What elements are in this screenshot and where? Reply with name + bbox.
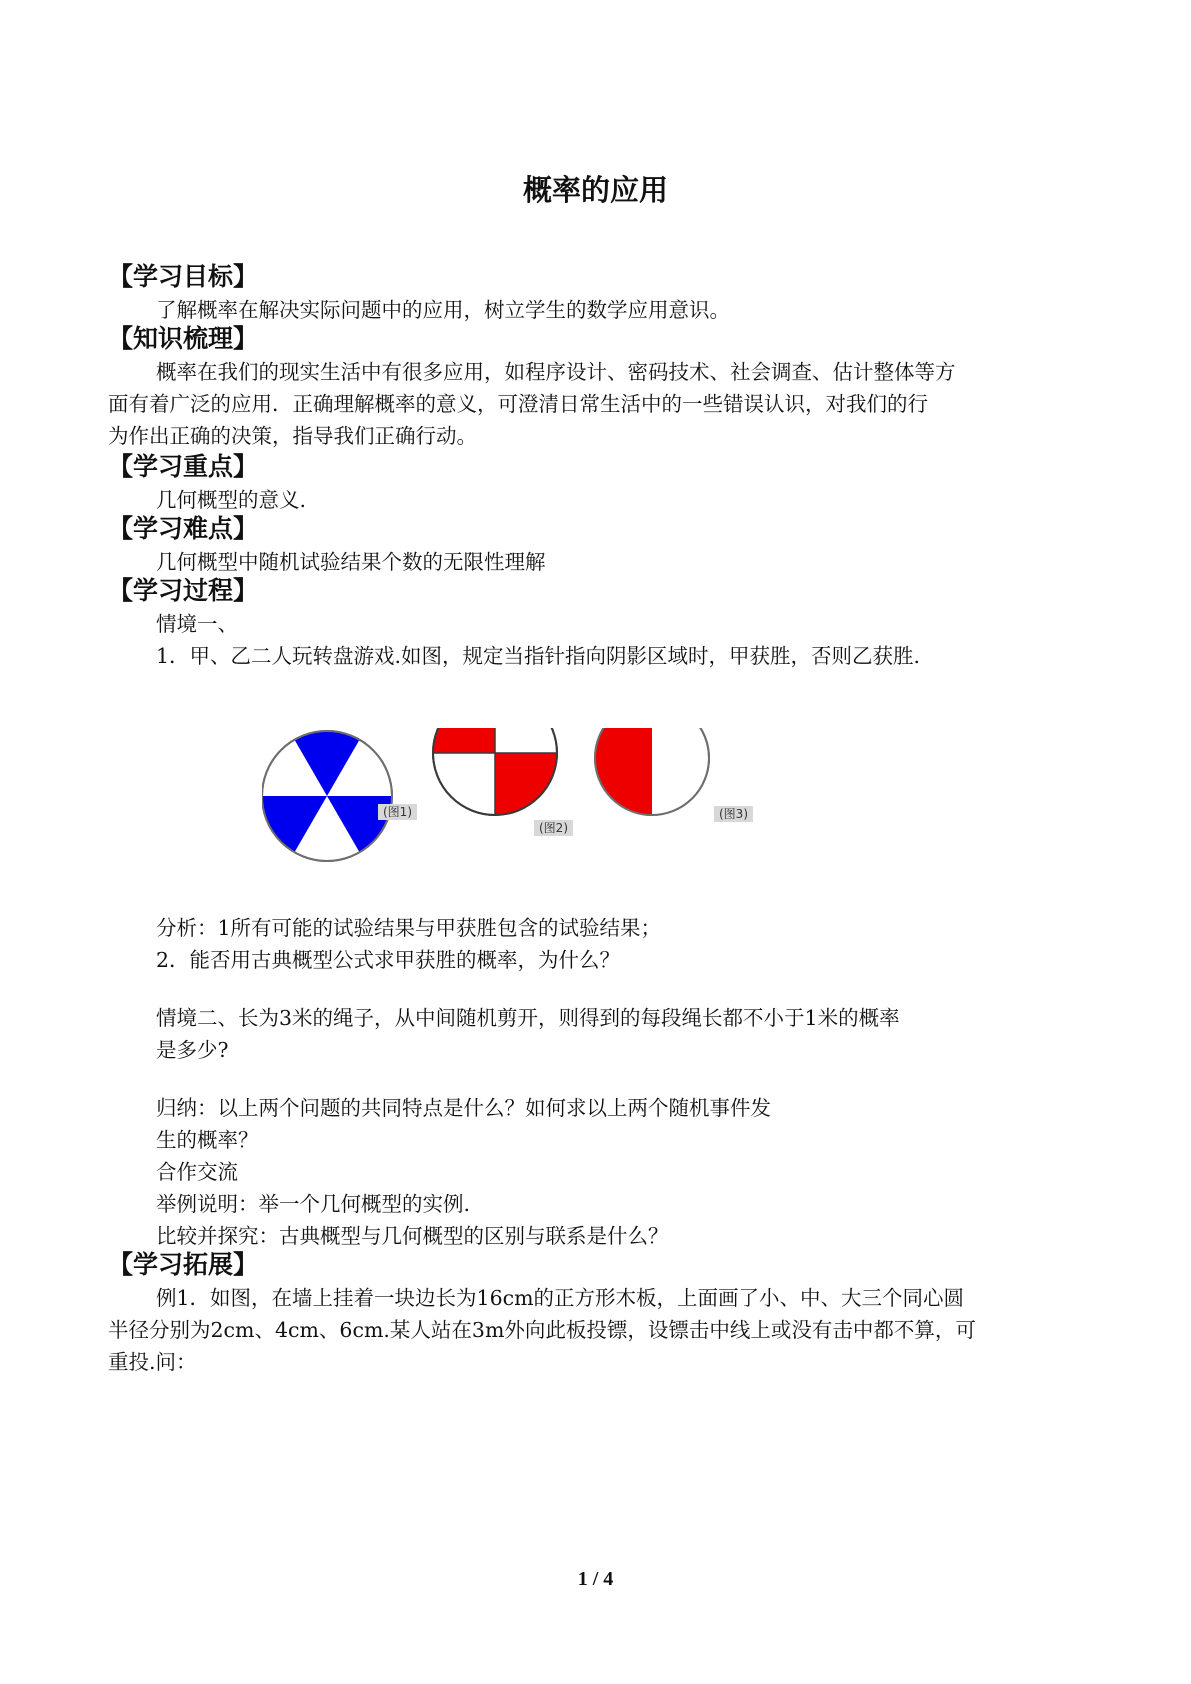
question-1: 1．甲、乙二人玩转盘游戏.如图，规定当指针指向阴影区域时，甲获胜，否则乙获胜. [156,644,921,668]
page-number: 1 / 4 [577,1568,614,1590]
figure-3-label: (图3) [714,806,753,822]
heading-key-point: 【学习重点】 [108,452,259,481]
heading-extension: 【学习拓展】 [108,1250,259,1279]
goal-text: 了解概率在解决实际问题中的应用，树立学生的数学应用意识。 [156,298,730,322]
compare-text: 比较并探究：古典概型与几何概型的区别与联系是什么？ [156,1224,669,1248]
heading-difficulty: 【学习难点】 [108,514,259,543]
question-2: 2．能否用古典概型公式求甲获胜的概率，为什么？ [156,948,621,972]
heading-process: 【学习过程】 [108,576,259,605]
figure-2-label: (图2) [534,820,573,836]
scene-1-label: 情境一、 [156,612,238,636]
extension-line-1: 例1．如图，在墙上挂着一块边长为16cm的正方形木板，上面画了小、中、大三个同心圆 [156,1286,965,1310]
example-ask-text: 举例说明：举一个几何概型的实例. [156,1192,471,1216]
scene-2-line-2: 是多少? [156,1038,229,1062]
figure-1-label: (图1) [378,804,417,820]
cooperation-text: 合作交流 [156,1160,238,1184]
scene-2-line-1: 情境二、长为3米的绳子，从中间随机剪开，则得到的每段绳长都不小于1米的概率 [156,1006,900,1030]
analysis-1: 分析：1所有可能的试验结果与甲获胜包含的试验结果； [156,916,662,940]
difficulty-text: 几何概型中随机试验结果个数的无限性理解 [156,550,546,574]
knowledge-line-2: 面有着广泛的应用．正确理解概率的意义，可澄清日常生活中的一些错误认识，对我们的行 [108,392,928,416]
page-title: 概率的应用 [522,173,668,207]
heading-knowledge: 【知识梳理】 [108,324,259,353]
summary-line-2: 生的概率？ [156,1128,259,1152]
fig2-shaded-quadrant-top-left [433,728,495,753]
extension-line-2: 半径分别为2cm、4cm、6cm.某人站在3m外向此板投镖，设镖击中线上或没有击中都不算，可 [108,1318,976,1342]
key-point-text: 几何概型的意义. [156,488,307,512]
summary-line-1: 归纳：以上两个问题的共同特点是什么？如何求以上两个随机事件发 [156,1096,771,1120]
spinner-figure-2 [433,728,557,815]
knowledge-line-3: 为作出正确的决策，指导我们正确行动。 [108,424,477,448]
spinner-figures [262,728,842,928]
spinner-figure-1 [262,731,392,861]
heading-learning-goal: 【学习目标】 [108,262,259,291]
knowledge-line-1: 概率在我们的现实生活中有很多应用，如程序设计、密码技术、社会调查、估计整体等方 [156,360,956,384]
fig3-shaded-half-left [595,728,652,815]
spinner-figure-3 [595,728,709,815]
extension-line-3: 重投.问： [108,1350,197,1374]
